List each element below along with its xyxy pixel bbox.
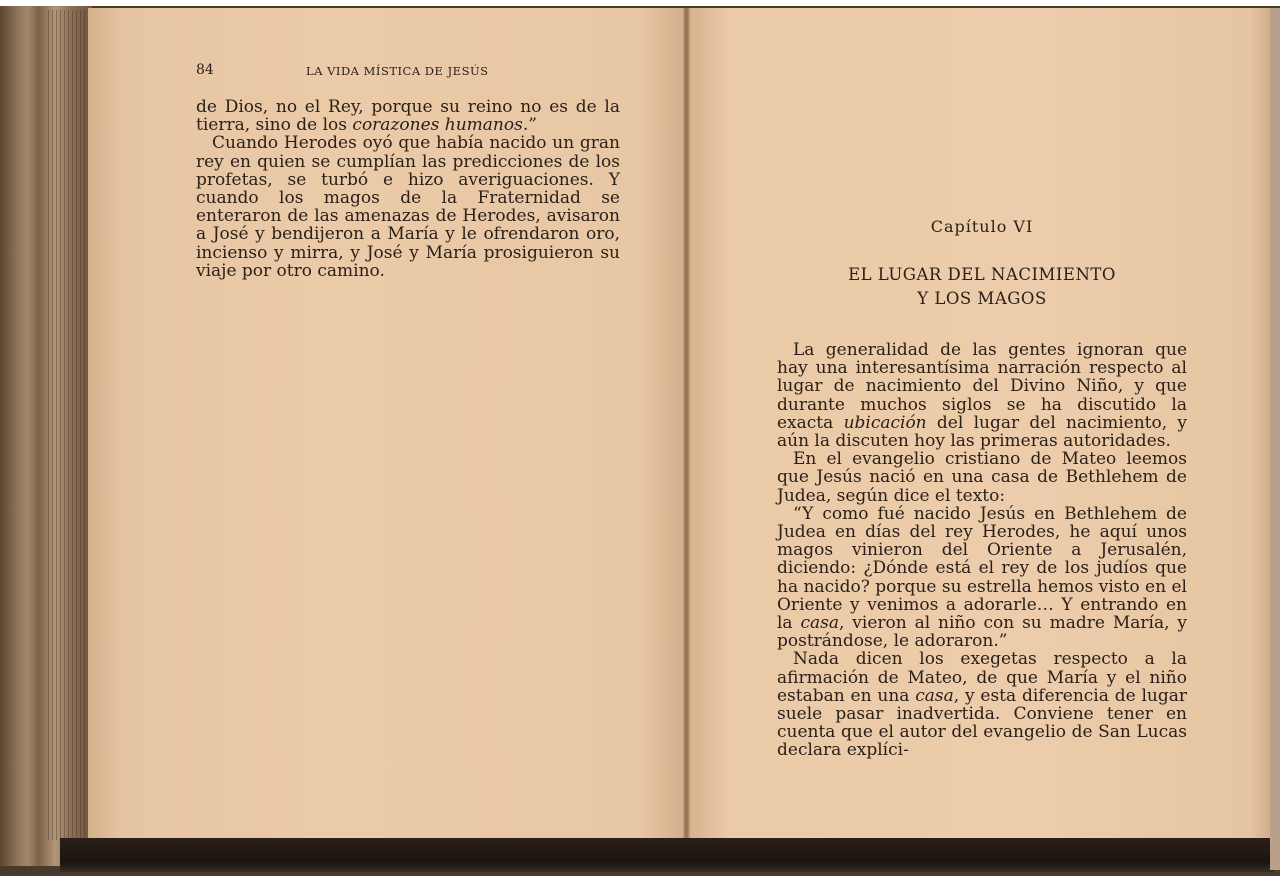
right-page-body — [777, 341, 1187, 760]
left_page-paragraph — [196, 98, 620, 134]
text-run: .” — [522, 115, 537, 136]
text-run: del lugar del nacimiento, y aún la discuten hoy las primeras autoridades. — [777, 412, 1187, 452]
chapter-title-line-1: EL LUGAR DEL NACIMIENTO — [848, 265, 1116, 284]
left-page-body — [196, 98, 620, 280]
italic-text: casa — [800, 613, 839, 634]
left_page-paragraph — [196, 134, 620, 280]
text-run: de Dios, no el Rey, porque su reino no es de la tierra, sino de los — [196, 97, 620, 136]
right_page-paragraph — [777, 450, 1187, 505]
right_page-paragraph — [777, 505, 1187, 651]
bottom-shadow — [60, 838, 1274, 872]
chapter-label-text: Capítulo VI — [930, 217, 1034, 236]
book-page-edge-lines — [48, 10, 88, 840]
running-head-title: LA VIDA MÍSTICA DE JESÚS — [306, 64, 489, 78]
text-run: , vieron al niño con su madre María, y postrándose, le adoraron.” — [777, 613, 1187, 652]
italic-text: ubicación — [843, 412, 927, 433]
right-edge — [1270, 8, 1280, 870]
page-number: 84 — [196, 62, 214, 78]
book-gutter — [683, 8, 690, 844]
right_page-paragraph — [777, 341, 1187, 450]
text-run: Cuando Herodes oyó que había nacido un gran rey en quien se cumplían las predicciones de los profetas, se turbó e hizo averiguaciones. Y cuando los magos de la Fraternidad se enteraron de las amenazas de Herodes, avisaron a José y bendijeron a María y le ofrendaron oro, incienso y mirra, y José y María prosiguieron su viaje por otro camino. — [196, 133, 620, 281]
chapter-label — [777, 217, 1187, 236]
italic-text: casa — [915, 685, 954, 706]
chapter-title-line-2: Y LOS MAGOS — [917, 289, 1047, 308]
text-run: Nada dicen los exegetas respecto a la afirmación de Mateo, de que María y el niño estaban en una — [777, 649, 1187, 706]
right_page-paragraph — [777, 650, 1187, 759]
italic-text: corazones humanos — [352, 115, 523, 136]
text-run: “Y como fué nacido Jesús en Bethlehem de Judea en días del rey Herodes, he aquí unos magos vinieron del Oriente a Jerusalén, diciendo: ¿Dónde está el rey de los judíos que ha nacido? porque su estrella hemos visto en el Oriente y venimos a adorarle… Y entrando en la — [777, 503, 1187, 634]
text-run: La generalidad de las gentes ignoran que hay una interesantísima narración respecto al lugar de nacimiento del Divino Niño, y que durante muchos siglos se ha discutido la exacta — [777, 340, 1187, 433]
text-run: En el evangelio cristiano de Mateo leemos que Jesús nació en una casa de Bethlehem de Judea, según dice el texto: — [777, 449, 1187, 506]
text-run: , y esta diferencia de lugar suele pasar inadvertida. Conviene tener en cuenta que el autor del evangelio de San Lucas declara explíci- — [777, 685, 1187, 761]
chapter-title — [777, 263, 1187, 311]
